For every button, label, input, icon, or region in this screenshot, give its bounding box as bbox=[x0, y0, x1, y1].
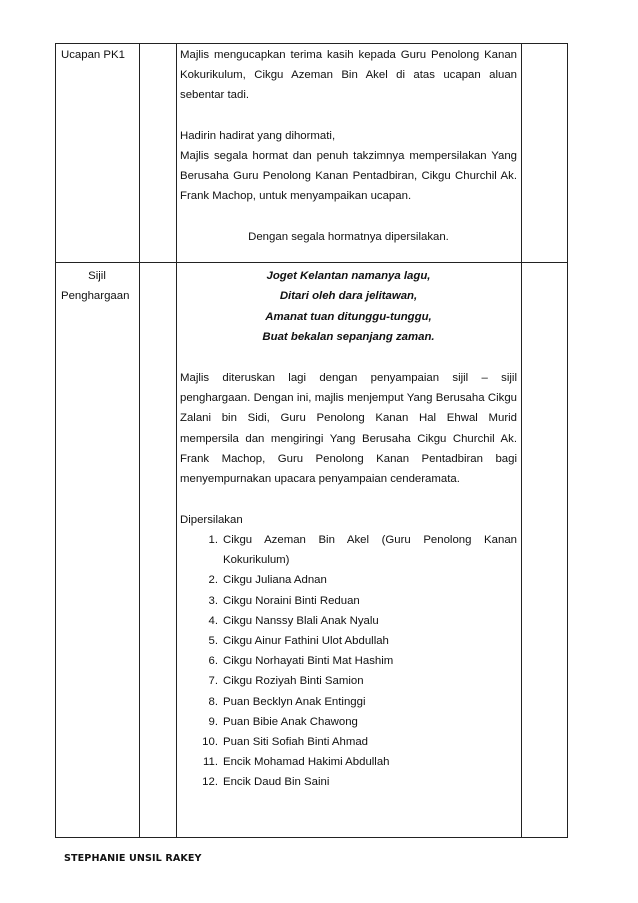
pantun-line: Joget Kelantan namanya lagu, bbox=[266, 270, 431, 282]
list-item: 12. Encik Daud Bin Saini bbox=[202, 776, 330, 789]
row-label-ucapan-pk1: Ucapan PK1 bbox=[61, 49, 125, 61]
table-border-left bbox=[55, 43, 56, 838]
table-border-top bbox=[55, 43, 568, 44]
column-divider bbox=[139, 43, 140, 838]
page-footer-author: STEPHANIE UNSIL RAKEY bbox=[64, 853, 202, 864]
list-item: 9. Puan Bibie Anak Chawong bbox=[208, 715, 358, 728]
sijil-paragraph: Majlis diteruskan lagi dengan penyampaian sijil – sijil penghargaan. Dengan ini, majlis menjemput Yang Berusaha Cikgu Zalani bin Sidi, Guru Penolong Kanan Hal Ehwal Murid mempersila dan mengiringi Yang Berusaha Cikgu Churchil Ak. Frank Machop, Guru Penolong Kanan Pentadbiran bagi menyempurnakan upacara penyampaian cenderamata. bbox=[180, 372, 517, 486]
list-item: 3. Cikgu Noraini Binti Reduan bbox=[208, 594, 360, 607]
row-label-sijil: Sijil bbox=[88, 270, 106, 282]
list-item: 4. Cikgu Nanssy Blali Anak Nyalu bbox=[208, 614, 379, 627]
pantun-line: Amanat tuan ditunggu-tunggu, bbox=[265, 311, 432, 323]
list-item: 1. Cikgu Azeman Bin Akel (Guru Penolong Kanan Kokurikulum) bbox=[208, 534, 517, 567]
dipersilakan-label: Dipersilakan bbox=[180, 514, 243, 526]
recipient-list bbox=[196, 530, 517, 793]
list-item: 5. Cikgu Ainur Fathini Ulot Abdullah bbox=[208, 635, 389, 648]
program-table bbox=[55, 43, 568, 838]
list-item: 2. Cikgu Juliana Adnan bbox=[208, 574, 327, 587]
row-label-penghargaan: Penghargaan bbox=[61, 290, 130, 302]
ucapan-greeting: Hadirin hadirat yang dihormati, bbox=[180, 130, 336, 142]
table-border-bottom bbox=[55, 837, 568, 838]
ucapan-paragraph-2: Majlis segala hormat dan penuh takzimnya mempersilakan Yang Berusaha Guru Penolong Kanan Pentadbiran, Cikgu Churchil Ak. Frank Machop, untuk menyampaikan ucapan. bbox=[180, 150, 517, 203]
list-item: 11. Encik Mohamad Hakimi Abdullah bbox=[203, 756, 390, 769]
pantun-line: Buat bekalan sepanjang zaman. bbox=[262, 331, 435, 343]
ucapan-paragraph-1: Majlis mengucapkan terima kasih kepada Guru Penolong Kanan Kokurikulum, Cikgu Azeman Bin Akel di atas ucapan aluan sebentar tadi. bbox=[180, 49, 517, 102]
column-divider bbox=[176, 43, 177, 838]
pantun-line: Ditari oleh dara jelitawan, bbox=[279, 290, 418, 302]
column-divider bbox=[521, 43, 522, 838]
ucapan-closing: Dengan segala hormatnya dipersilakan. bbox=[248, 231, 449, 243]
list-item: 10. Puan Siti Sofiah Binti Ahmad bbox=[202, 736, 369, 749]
list-item: 6. Cikgu Norhayati Binti Mat Hashim bbox=[208, 655, 394, 668]
table-border-right bbox=[567, 43, 568, 838]
list-item: 8. Puan Becklyn Anak Entinggi bbox=[208, 695, 366, 708]
list-item: 7. Cikgu Roziyah Binti Samion bbox=[208, 675, 364, 688]
row-divider bbox=[55, 262, 568, 263]
